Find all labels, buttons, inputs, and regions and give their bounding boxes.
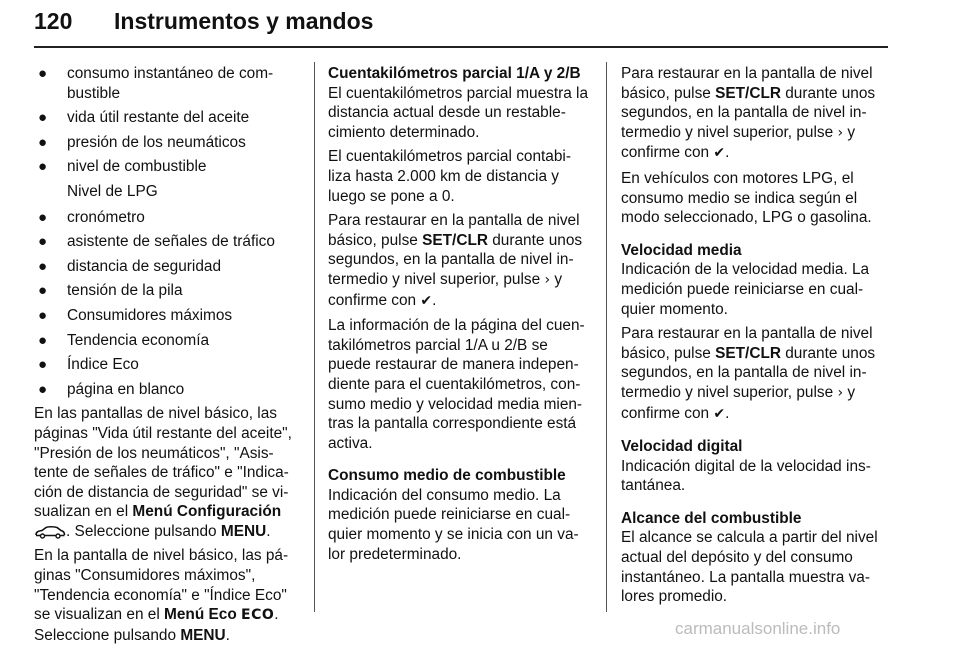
set-clr-button-label: SET/CLR xyxy=(422,231,488,249)
paragraph-reset-instructions: Para restaurar en la pantalla de nivel básico, pulse SET/CLR durante unos segundos, en la pantalla de nivel in-termedio y nivel superior, pulse › y confirme con ✔. xyxy=(621,325,876,422)
bullet-list xyxy=(34,64,299,177)
section-heading-digital-speed: Velocidad digital xyxy=(621,438,743,456)
list-item: ● vida útil restante del aceite xyxy=(38,109,250,127)
paragraph-eco-menu: En la pantalla de nivel básico, las pá-ginas "Consumidores máximos", "Tendencia economía" e "Índice Eco" se visualizan en el Menú Eco ECO. Seleccione pulsando MENU. xyxy=(34,547,289,644)
set-clr-button-label: SET/CLR xyxy=(715,84,781,102)
set-clr-button-label: SET/CLR xyxy=(715,344,781,362)
bullet-icon: ● xyxy=(38,208,48,226)
list-item: ● Consumidores máximos xyxy=(38,306,233,324)
section-heading-trip-odometer: Cuentakilómetros parcial 1/A y 2/B xyxy=(328,65,581,82)
paragraph-settings-menu: En las pantallas de nivel básico, las páginas "Vida útil restante del aceite", "Presión de los neumáticos", "Asis-tente de señales de tráfico" e "Indica-ción de distancia de seguridad" se vi-sualizan en el Menú Configuración . Seleccione pulsando MENU. xyxy=(34,405,292,540)
paragraph-reset-instructions: Para restaurar en la pantalla de nivel básico, pulse SET/CLR durante unos segundos, en la pantalla de nivel in-termedio y nivel superior, pulse › y confirme con ✔. xyxy=(621,65,876,162)
watermark: carmanualsonline.info xyxy=(675,619,841,638)
bullet-icon: ● xyxy=(38,356,48,374)
list-item: ● distancia de seguridad xyxy=(38,257,222,275)
page-number: 120 xyxy=(34,8,73,34)
bullet-icon: ● xyxy=(38,380,48,398)
bullet-icon: ● xyxy=(38,233,48,251)
list-item: ● cronómetro xyxy=(38,208,145,226)
column-divider-2 xyxy=(606,62,607,612)
eco-icon: ECO xyxy=(241,607,275,624)
list-item: ● presión de los neumáticos xyxy=(38,133,246,151)
list-item: ● tensión de la pila xyxy=(38,282,183,300)
settings-menu-label: Menú Configuración xyxy=(132,503,282,521)
list-item: ● Tendencia economía xyxy=(38,331,210,349)
paragraph: El cuentakilómetros parcial muestra la distancia actual desde un restable-cimiento determinado. xyxy=(328,84,589,141)
section-heading-avg-speed: Velocidad media xyxy=(621,241,742,259)
chevron-right-icon: › xyxy=(544,271,551,288)
bullet-list-2 xyxy=(34,208,299,400)
column-1 xyxy=(34,64,299,650)
paragraph: Indicación de la velocidad media. La medición puede reiniciarse en cual-quier momento. xyxy=(621,261,870,318)
paragraph: En vehículos con motores LPG, el consumo medio se indica según el modo seleccionado, LPG o gasolina. xyxy=(621,169,872,227)
paragraph: El cuentakilómetros parcial contabi-liza hasta 2.000 km de distancia y luego se pone a 0. xyxy=(328,148,571,205)
column-3 xyxy=(621,64,887,612)
column-divider-1 xyxy=(314,62,315,612)
eco-menu-label: Menú Eco xyxy=(164,606,237,624)
list-subitem: Nivel de LPG xyxy=(67,182,158,200)
bullet-icon: ● xyxy=(38,257,48,275)
menu-button-label: MENU xyxy=(180,626,226,644)
paragraph: El alcance se calcula a partir del nivel actual del depósito y del consumo instantáneo. La pantalla muestra va-lores promedio. xyxy=(621,529,878,606)
paragraph: La información de la página del cuen-takilómetros parcial 1/A u 2/B se puede restaurar de manera indepen-diente para el cuentakilómetros, con-sumo medio y velocidad media mien-tras la pantalla correspondiente está activa. xyxy=(328,317,585,452)
paragraph: Indicación digital de la velocidad ins-tantánea. xyxy=(621,457,871,495)
bullet-icon: ● xyxy=(38,65,48,82)
bullet-icon: ● xyxy=(38,158,48,176)
column-2 xyxy=(328,64,593,569)
page-header xyxy=(34,2,888,48)
bullet-icon: ● xyxy=(38,282,48,300)
section-heading-avg-consumption: Consumo medio de combustible xyxy=(328,467,566,485)
bullet-icon: ● xyxy=(38,306,48,324)
chevron-right-icon: › xyxy=(837,384,844,401)
section-heading-fuel-range: Alcance del combustible xyxy=(621,509,802,527)
list-item: ● Índice Eco xyxy=(38,356,139,374)
list-item: ● nivel de combustible xyxy=(38,158,207,176)
bullet-icon: ● xyxy=(38,133,48,151)
check-icon: ✔ xyxy=(713,405,726,422)
header-rule xyxy=(34,46,888,48)
paragraph-reset-instructions: Para restaurar en la pantalla de nivel básico, pulse SET/CLR durante unos segundos, en la pantalla de nivel in-termedio y nivel superior, pulse › y confirme con ✔. xyxy=(328,212,583,309)
chapter-title: Instrumentos y mandos xyxy=(114,8,374,34)
bullet-icon: ● xyxy=(38,331,48,349)
list-item: ● asistente de señales de tráfico xyxy=(38,233,275,251)
check-icon: ✔ xyxy=(713,145,726,162)
bullet-icon: ● xyxy=(38,109,48,127)
paragraph: Indicación del consumo medio. La medición puede reiniciarse en cual-quier momento y se inicia con un va-lor predeterminado. xyxy=(328,486,579,563)
list-item: ● página en blanco xyxy=(38,380,185,398)
chevron-right-icon: › xyxy=(837,124,844,141)
list-item: ● consumo instantáneo de com-bustible xyxy=(38,65,274,102)
car-icon xyxy=(34,525,66,539)
menu-button-label: MENU xyxy=(220,522,267,540)
check-icon: ✔ xyxy=(420,292,433,309)
